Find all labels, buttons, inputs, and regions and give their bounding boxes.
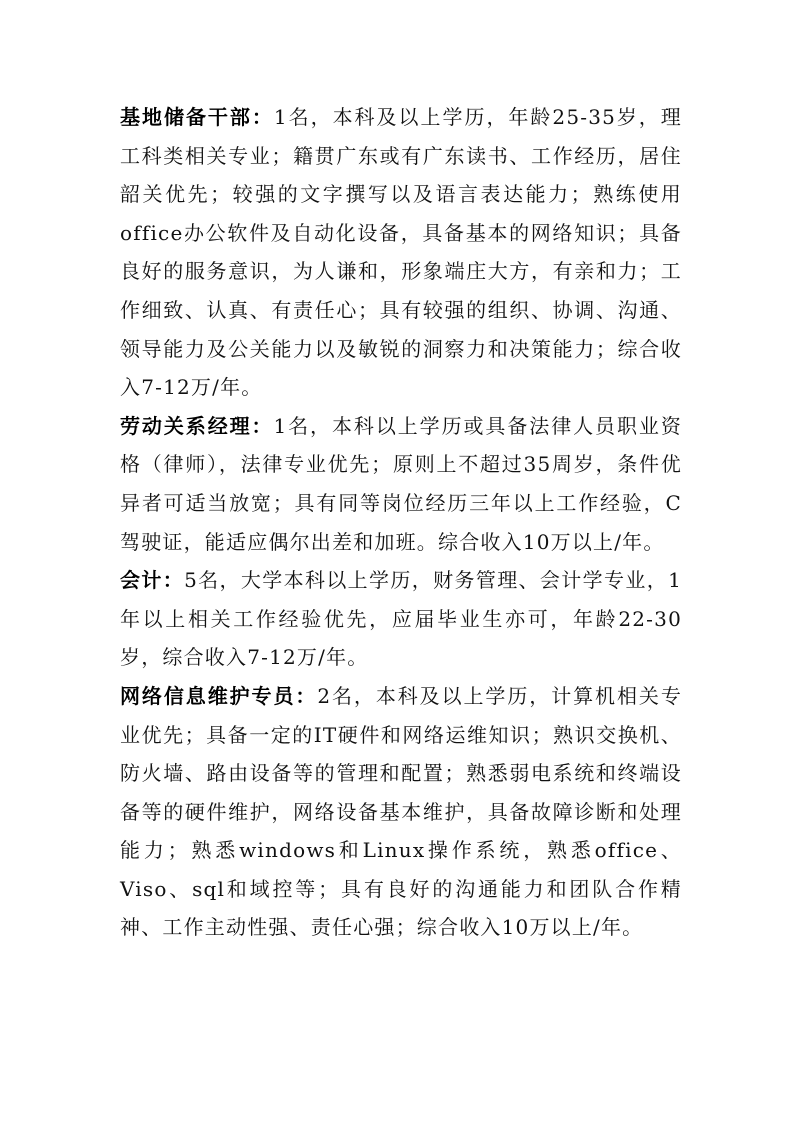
job-title: 会计 — [120, 568, 163, 593]
job-listing-labor-relations-manager — [120, 407, 682, 561]
job-description: 1名，本科及以上学历，年龄25-35岁，理工科类相关专业；籍贯广东或有广东读书、工作经历，居住韶关优先；较强的文字撰写以及语言表达能力；熟练使用office办公软件及自动化设备，具备基本的网络知识；具备良好的服务意识，为人谦和，形象端庄大方，有亲和力；工作细致、认真、有责任心；具有较强的组织、协调、沟通、领导能力及公关能力以及敏锐的洞察力和决策能力；综合收入7-12万/年。 — [120, 105, 682, 400]
title-separator: ： — [295, 683, 318, 708]
job-title: 网络信息维护专员 — [120, 683, 296, 708]
title-separator: ： — [162, 568, 185, 593]
job-listing-accountant — [120, 561, 682, 677]
title-separator: ： — [251, 413, 274, 438]
job-description: 1名，本科以上学历或具备法律人员职业资格（律师），法律专业优先；原则上不超过35周岁，条件优异者可适当放宽；具有同等岗位经历三年以上工作经验，C驾驶证，能适应偶尔出差和加班。综合收入10万以上/年。 — [120, 413, 683, 554]
job-title: 基地储备干部 — [120, 105, 252, 129]
document-page — [120, 98, 682, 947]
job-listing-reserve-cadre — [120, 98, 682, 407]
job-description: 2名，本科及以上学历，计算机相关专业优先；具备一定的IT硬件和网络运维知识；熟识交换机、防火墙、路由设备等的管理和配置；熟悉弱电系统和终端设备等的硬件维护，网络设备基本维护，具备故障诊断和处理能力；熟悉windows和Linux操作系统，熟悉office、Viso、sql和域控等；具有良好的沟通能力和团队合作精神、工作主动性强、责任心强；综合收入10万以上/年。 — [120, 683, 683, 940]
job-description: 5名，大学本科以上学历，财务管理、会计学专业，1年以上相关工作经验优先，应届毕业生亦可，年龄22-30岁，综合收入7-12万/年。 — [120, 568, 682, 670]
title-separator: ： — [251, 105, 274, 129]
job-listing-network-specialist — [120, 677, 682, 947]
job-title: 劳动关系经理 — [120, 413, 252, 438]
